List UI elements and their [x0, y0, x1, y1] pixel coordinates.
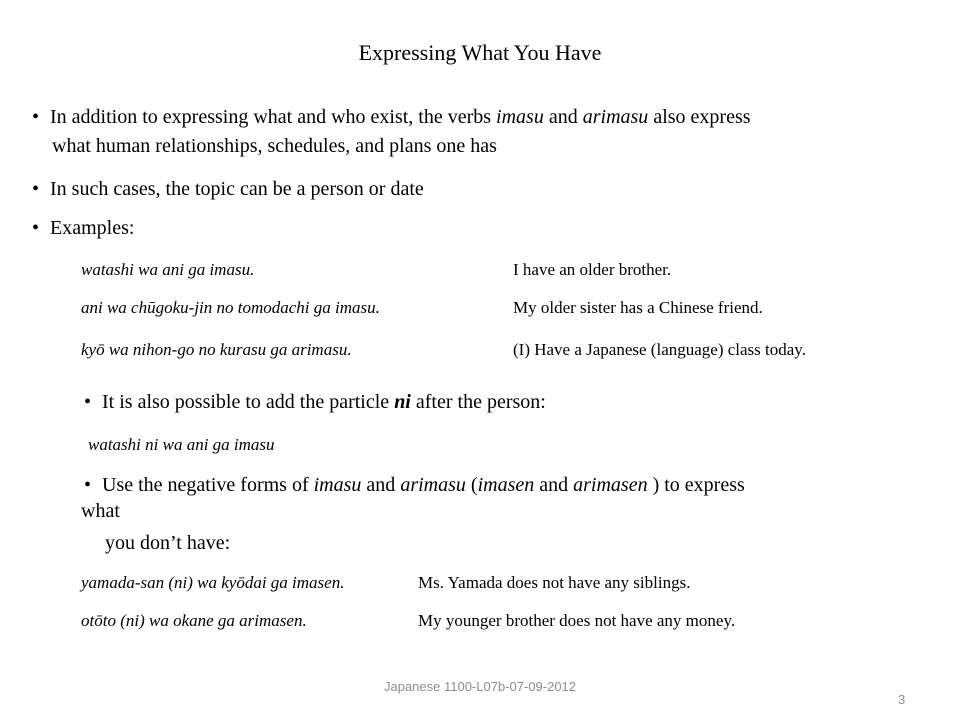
example-3-english: (I) Have a Japanese (language) class today. [513, 340, 806, 359]
negative-example-1-japanese: yamada-san (ni) wa kyōdai ga imasen. [81, 573, 345, 592]
bullet-marker: • [32, 178, 40, 200]
bullet-marker: • [84, 391, 92, 413]
bullet-2-text: In such cases, the topic can be a person or date [50, 178, 424, 200]
negative-note [84, 474, 745, 497]
bullet-1 [32, 106, 751, 129]
negative-example-2-english: My younger brother does not have any money. [418, 611, 736, 630]
negative-note-text: Use the negative forms of imasu and arimasu (imasen and arimasen ) to express [102, 474, 745, 496]
bullet-marker: • [32, 106, 40, 128]
negative-example-1-english: Ms. Yamada does not have any siblings. [418, 573, 691, 592]
negative-note-line-2: what [81, 500, 120, 522]
example-3-japanese: kyō wa nihon-go no kurasu ga arimasu. [81, 340, 352, 359]
bullet-marker: • [84, 474, 92, 496]
page-number: 3 [898, 692, 906, 707]
particle-note [84, 391, 546, 414]
bullet-3-text: Examples: [50, 217, 135, 239]
example-1-japanese: watashi wa ani ga imasu. [81, 260, 255, 279]
particle-note-text: It is also possible to add the particle ni after the person: [102, 391, 546, 413]
bullet-2 [32, 178, 424, 201]
slide-footer: Japanese 1100-L07b-07-09-2012 [383, 679, 577, 694]
bullet-1-line-2: what human relationships, schedules, and plans one has [52, 135, 497, 157]
bullet-marker: • [32, 217, 40, 239]
negative-example-2-japanese: otōto (ni) wa okane ga arimasen. [81, 611, 307, 630]
example-1-english: I have an older brother. [513, 260, 672, 279]
bullet-3 [32, 217, 134, 240]
example-2-japanese: ani wa chūgoku-jin no tomodachi ga imasu. [81, 298, 380, 317]
example-2-english: My older sister has a Chinese friend. [513, 298, 763, 317]
bullet-1-text: In addition to expressing what and who exist, the verbs imasu and arimasu also express [50, 106, 751, 128]
particle-example: watashi ni wa ani ga imasu [88, 435, 275, 454]
negative-note-line-3: you don’t have: [105, 532, 231, 554]
slide-title: Expressing What You Have [358, 40, 602, 65]
